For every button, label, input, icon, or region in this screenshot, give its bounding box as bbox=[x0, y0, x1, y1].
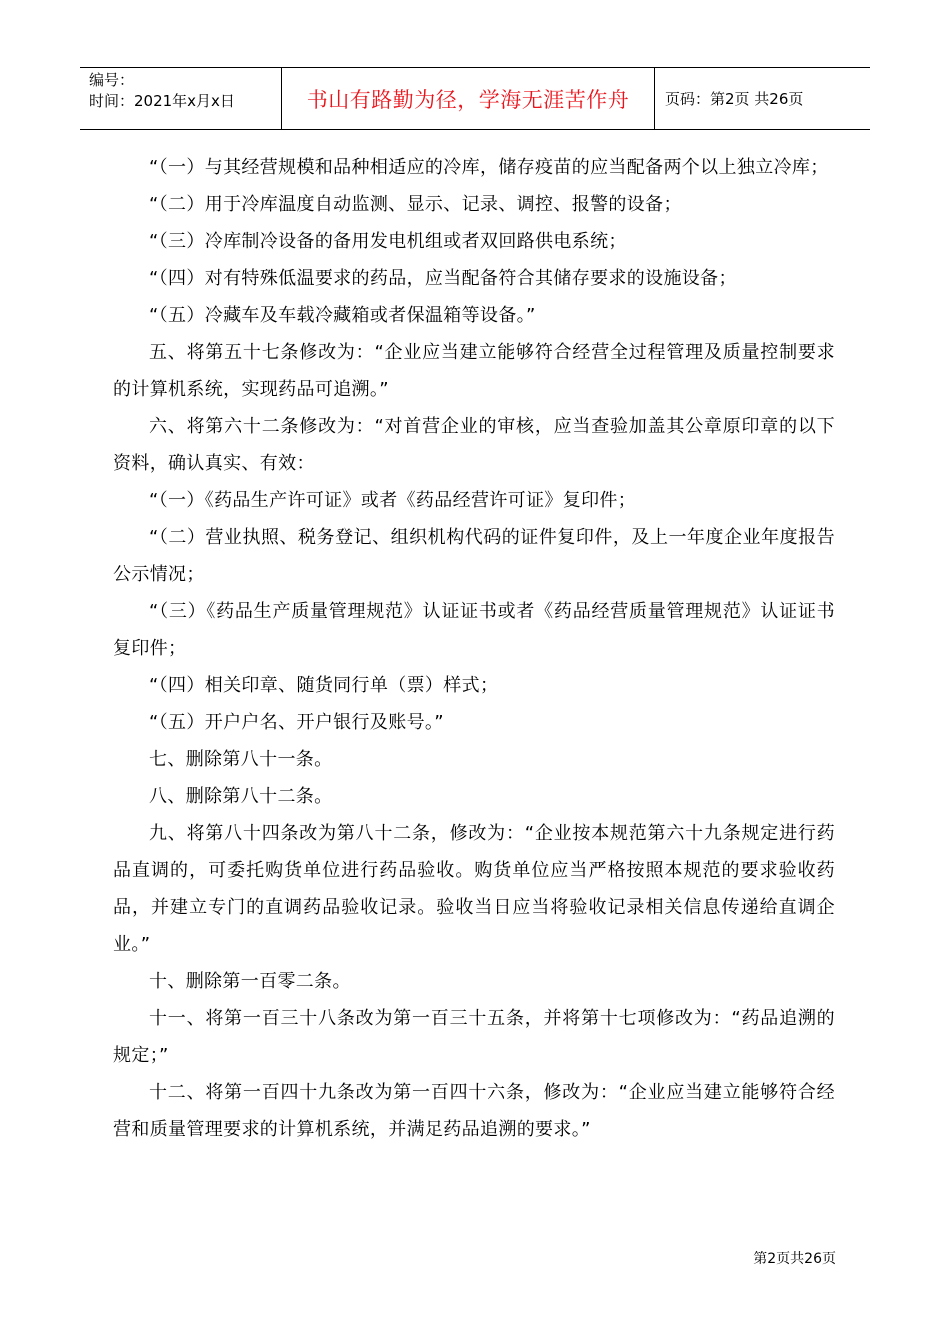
paragraph: 十二、将第一百四十九条改为第一百四十六条，修改为：“企业应当建立能够符合经营和质量管理要求的计算机系统，并满足药品追溯的要求。” bbox=[113, 1082, 835, 1140]
header-page-info: 页码：第2页 共26页 bbox=[665, 90, 804, 108]
header-motto: 书山有路勤为径，学海无涯苦作舟 bbox=[282, 68, 655, 129]
paragraph: “（三）冷库制冷设备的备用发电机组或者双回路供电系统； bbox=[149, 231, 627, 252]
paragraph: “（四）对有特殊低温要求的药品，应当配备符合其储存要求的设施设备； bbox=[149, 268, 737, 289]
paragraph: “（五）开户户名、开户银行及账号。” bbox=[149, 712, 444, 733]
header-meta bbox=[80, 68, 282, 129]
paragraph: 六、将第六十二条修改为：“对首营企业的审核，应当查验加盖其公章原印章的以下资料，确认真实、有效： bbox=[113, 416, 835, 474]
doc-number-label: 编号： bbox=[89, 71, 135, 89]
paragraph: “（二）营业执照、税务登记、组织机构代码的证件复印件，及上一年度企业年度报告公示情况； bbox=[113, 527, 835, 585]
document-body bbox=[113, 149, 835, 1148]
paragraph: 八、删除第八十二条。 bbox=[149, 786, 333, 807]
page-header bbox=[80, 67, 870, 130]
paragraph: 九、将第八十四条改为第八十二条，修改为：“企业按本规范第六十九条规定进行药品直调的，可委托购货单位进行药品验收。购货单位应当严格按照本规范的要求验收药品，并建立专门的直调药品验收记录。验收当日应当将验收记录相关信息传递给直调企业。” bbox=[113, 823, 835, 955]
paragraph: 十一、将第一百三十八条改为第一百三十五条，并将第十七项修改为：“药品追溯的规定；” bbox=[113, 1008, 835, 1066]
page-footer: 第2页共26页 bbox=[753, 1251, 836, 1267]
paragraph: “（五）冷藏车及车载冷藏箱或者保温箱等设备。” bbox=[149, 305, 536, 326]
paragraph: 七、删除第八十一条。 bbox=[149, 749, 333, 770]
paragraph: “（四）相关印章、随货同行单（票）样式； bbox=[149, 675, 499, 696]
time-label: 时间：2021年x月x日 bbox=[89, 92, 235, 110]
paragraph: “（一）《药品生产许可证》或者《药品经营许可证》复印件； bbox=[149, 490, 637, 511]
paragraph: 五、将第五十七条修改为：“企业应当建立能够符合经营全过程管理及质量控制要求的计算机系统，实现药品可追溯。” bbox=[113, 342, 835, 400]
paragraph: “（二）用于冷库温度自动监测、显示、记录、调控、报警的设备； bbox=[149, 194, 682, 215]
paragraph: “（一）与其经营规模和品种相适应的冷库，储存疫苗的应当配备两个以上独立冷库； bbox=[149, 157, 829, 178]
paragraph: 十、删除第一百零二条。 bbox=[149, 971, 351, 992]
paragraph: “（三）《药品生产质量管理规范》认证证书或者《药品经营质量管理规范》认证证书复印件； bbox=[113, 601, 835, 659]
